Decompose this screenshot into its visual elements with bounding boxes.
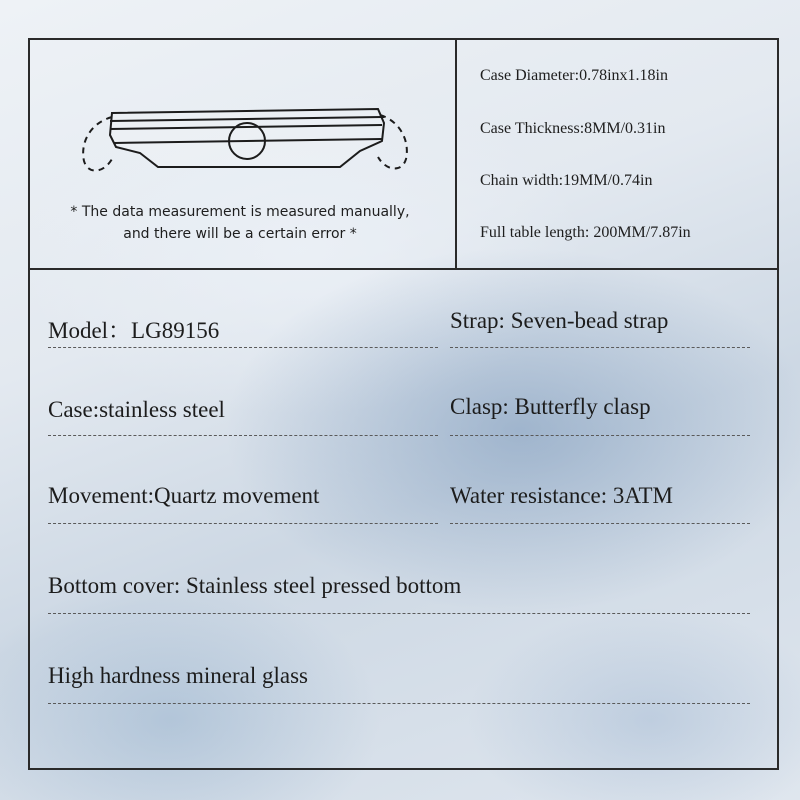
detail-movement: Movement:Quartz movement — [48, 483, 320, 508]
dashed-separator — [48, 347, 438, 348]
detail-water-resistance: Water resistance: 3ATM — [450, 483, 673, 508]
dashed-separator — [48, 435, 438, 436]
dashed-separator — [48, 613, 750, 614]
dashed-separator — [450, 523, 750, 524]
vertical-divider — [455, 38, 457, 269]
detail-case: Case:stainless steel — [48, 397, 225, 422]
spec-case-diameter: Case Diameter:0.78inx1.18in — [480, 67, 668, 84]
measurement-note — [40, 201, 440, 245]
watch-side-diagram — [70, 95, 420, 185]
dashed-separator — [48, 703, 750, 704]
dashed-separator — [450, 347, 750, 348]
note-line-2: and there will be a certain error * — [123, 226, 357, 242]
spec-chain-width: Chain width:19MM/0.74in — [480, 172, 653, 189]
dashed-separator — [450, 435, 750, 436]
dashed-separator — [48, 523, 438, 524]
spec-case-thickness: Case Thickness:8MM/0.31in — [480, 120, 666, 137]
horizontal-divider — [28, 268, 779, 270]
detail-glass: High hardness mineral glass — [48, 663, 308, 688]
detail-strap: Strap: Seven-bead strap — [450, 308, 669, 333]
detail-bottom-cover: Bottom cover: Stainless steel pressed bottom — [48, 573, 462, 598]
detail-clasp: Clasp: Butterfly clasp — [450, 394, 651, 419]
detail-model: Model：LG89156 — [48, 318, 220, 343]
note-line-1: * The data measurement is measured manually, — [70, 204, 410, 220]
spec-full-length: Full table length: 200MM/7.87in — [480, 224, 691, 241]
